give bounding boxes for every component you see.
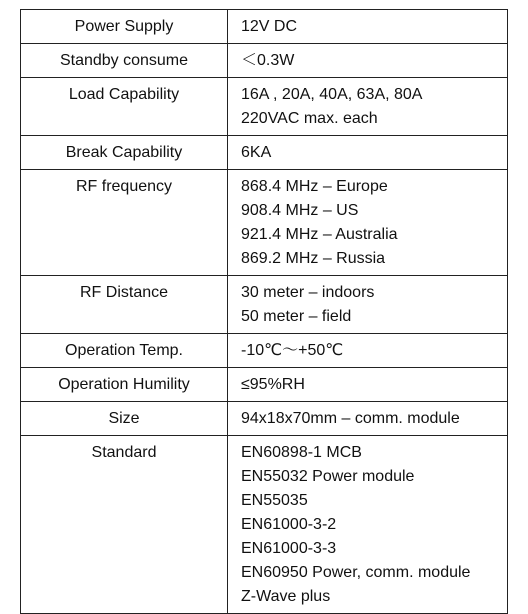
value-line: 12V DC bbox=[241, 18, 298, 35]
row-label bbox=[21, 402, 228, 436]
table-row bbox=[21, 44, 508, 78]
table-row bbox=[21, 170, 508, 276]
value-line: 921.4 MHz – Australia bbox=[241, 226, 398, 243]
row-value bbox=[228, 44, 508, 78]
row-value bbox=[228, 368, 508, 402]
value-line: 868.4 MHz – Europe bbox=[241, 178, 388, 195]
row-label bbox=[21, 44, 228, 78]
row-label bbox=[21, 10, 228, 44]
row-label bbox=[21, 276, 228, 334]
label-text: Standby consume bbox=[59, 52, 189, 69]
label-text: Break Capability bbox=[65, 144, 183, 161]
row-label bbox=[21, 136, 228, 170]
value-line: 908.4 MHz – US bbox=[241, 202, 359, 219]
value-line: 16A , 20A, 40A, 63A, 80A bbox=[241, 86, 423, 103]
table-row bbox=[21, 436, 508, 614]
value-line: ≤95%RH bbox=[241, 376, 305, 393]
row-value bbox=[228, 78, 508, 136]
value-line: 50 meter – field bbox=[241, 308, 352, 325]
row-label bbox=[21, 78, 228, 136]
table-row bbox=[21, 276, 508, 334]
table-row bbox=[21, 368, 508, 402]
row-value bbox=[228, 170, 508, 276]
table-row bbox=[21, 334, 508, 368]
value-line: ＜0.3W bbox=[241, 52, 295, 69]
label-text: Load Capability bbox=[68, 86, 180, 103]
label-text: Power Supply bbox=[74, 18, 174, 35]
row-value bbox=[228, 402, 508, 436]
table-row bbox=[21, 10, 508, 44]
label-text: RF frequency bbox=[75, 178, 173, 195]
table-row bbox=[21, 78, 508, 136]
value-line: EN61000-3-2 bbox=[241, 516, 337, 533]
value-line: 6KA bbox=[241, 144, 272, 161]
value-line: 220VAC max. each bbox=[241, 110, 378, 127]
row-value bbox=[228, 436, 508, 614]
row-label bbox=[21, 334, 228, 368]
label-text: Size bbox=[108, 410, 140, 427]
value-line: EN55035 bbox=[241, 492, 308, 509]
label-text: Operation Humility bbox=[58, 376, 190, 393]
value-line: EN60898-1 MCB bbox=[241, 444, 362, 461]
row-value bbox=[228, 276, 508, 334]
label-text: Standard bbox=[91, 444, 157, 461]
value-line: -10℃～+50℃ bbox=[241, 342, 344, 359]
row-value bbox=[228, 10, 508, 44]
value-line: EN60950 Power, comm. module bbox=[241, 564, 471, 581]
value-line: 869.2 MHz – Russia bbox=[241, 250, 386, 267]
row-label bbox=[21, 368, 228, 402]
table-row bbox=[21, 402, 508, 436]
value-line: 30 meter – indoors bbox=[241, 284, 375, 301]
value-line: EN55032 Power module bbox=[241, 468, 415, 485]
value-line: Z-Wave plus bbox=[241, 588, 331, 605]
row-label bbox=[21, 436, 228, 614]
label-text: Operation Temp. bbox=[65, 342, 183, 359]
label-text: RF Distance bbox=[79, 284, 169, 301]
value-line: EN61000-3-3 bbox=[241, 540, 337, 557]
table-row bbox=[21, 136, 508, 170]
row-label bbox=[21, 170, 228, 276]
value-line: 94x18x70mm – comm. module bbox=[241, 410, 460, 427]
spec-table bbox=[20, 9, 508, 614]
row-value bbox=[228, 136, 508, 170]
row-value bbox=[228, 334, 508, 368]
